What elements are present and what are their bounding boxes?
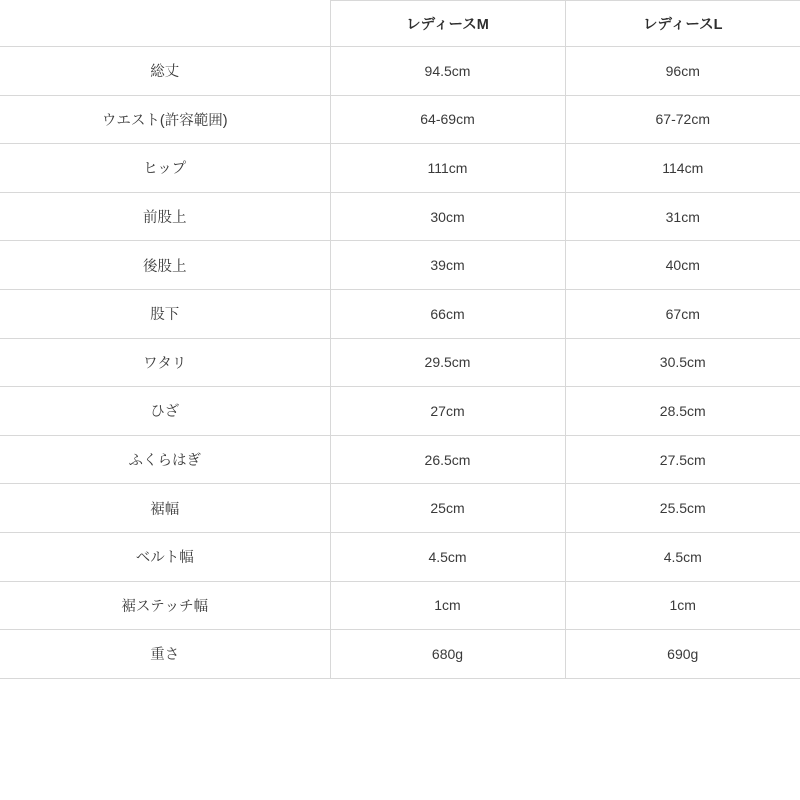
cell-hem-stitch-width-m: 1cm <box>330 581 565 630</box>
cell-hem-width-l: 25.5cm <box>565 484 800 533</box>
row-label-belt-width: ベルト幅 <box>0 532 330 581</box>
cell-belt-width-m: 4.5cm <box>330 532 565 581</box>
cell-thigh-l: 30.5cm <box>565 338 800 387</box>
table-row <box>0 338 800 387</box>
table-row <box>0 95 800 144</box>
row-label-thigh: ワタリ <box>0 338 330 387</box>
table-row <box>0 581 800 630</box>
row-label-back-rise: 後股上 <box>0 241 330 290</box>
table-header-row <box>0 1 800 47</box>
table-row <box>0 387 800 436</box>
row-label-hem-stitch-width: 裾ステッチ幅 <box>0 581 330 630</box>
cell-hip-m: 111cm <box>330 144 565 193</box>
cell-belt-width-l: 4.5cm <box>565 532 800 581</box>
table-row <box>0 241 800 290</box>
table-row <box>0 435 800 484</box>
cell-weight-l: 690g <box>565 630 800 679</box>
table-body <box>0 47 800 679</box>
cell-knee-l: 28.5cm <box>565 387 800 436</box>
table-row <box>0 289 800 338</box>
table-row <box>0 532 800 581</box>
row-label-hem-width: 裾幅 <box>0 484 330 533</box>
table-header <box>0 1 800 47</box>
column-header-ladies-m: レディースM <box>330 1 565 47</box>
cell-hem-stitch-width-l: 1cm <box>565 581 800 630</box>
cell-inseam-l: 67cm <box>565 289 800 338</box>
cell-back-rise-l: 40cm <box>565 241 800 290</box>
cell-inseam-m: 66cm <box>330 289 565 338</box>
cell-calf-m: 26.5cm <box>330 435 565 484</box>
bottom-whitespace <box>0 679 800 789</box>
cell-hip-l: 114cm <box>565 144 800 193</box>
table-corner-cell <box>0 1 330 47</box>
table-row <box>0 192 800 241</box>
row-label-total-length: 総丈 <box>0 47 330 96</box>
row-label-hip: ヒップ <box>0 144 330 193</box>
table-row <box>0 47 800 96</box>
cell-front-rise-m: 30cm <box>330 192 565 241</box>
cell-back-rise-m: 39cm <box>330 241 565 290</box>
cell-front-rise-l: 31cm <box>565 192 800 241</box>
cell-calf-l: 27.5cm <box>565 435 800 484</box>
row-label-calf: ふくらはぎ <box>0 435 330 484</box>
cell-thigh-m: 29.5cm <box>330 338 565 387</box>
row-label-inseam: 股下 <box>0 289 330 338</box>
cell-total-length-l: 96cm <box>565 47 800 96</box>
row-label-weight: 重さ <box>0 630 330 679</box>
table-row <box>0 630 800 679</box>
cell-weight-m: 680g <box>330 630 565 679</box>
cell-waist-m: 64-69cm <box>330 95 565 144</box>
row-label-waist: ウエスト(許容範囲) <box>0 95 330 144</box>
row-label-knee: ひざ <box>0 387 330 436</box>
cell-hem-width-m: 25cm <box>330 484 565 533</box>
cell-waist-l: 67-72cm <box>565 95 800 144</box>
cell-knee-m: 27cm <box>330 387 565 436</box>
cell-total-length-m: 94.5cm <box>330 47 565 96</box>
table-row <box>0 484 800 533</box>
column-header-ladies-l: レディースL <box>565 1 800 47</box>
row-label-front-rise: 前股上 <box>0 192 330 241</box>
table-row <box>0 144 800 193</box>
